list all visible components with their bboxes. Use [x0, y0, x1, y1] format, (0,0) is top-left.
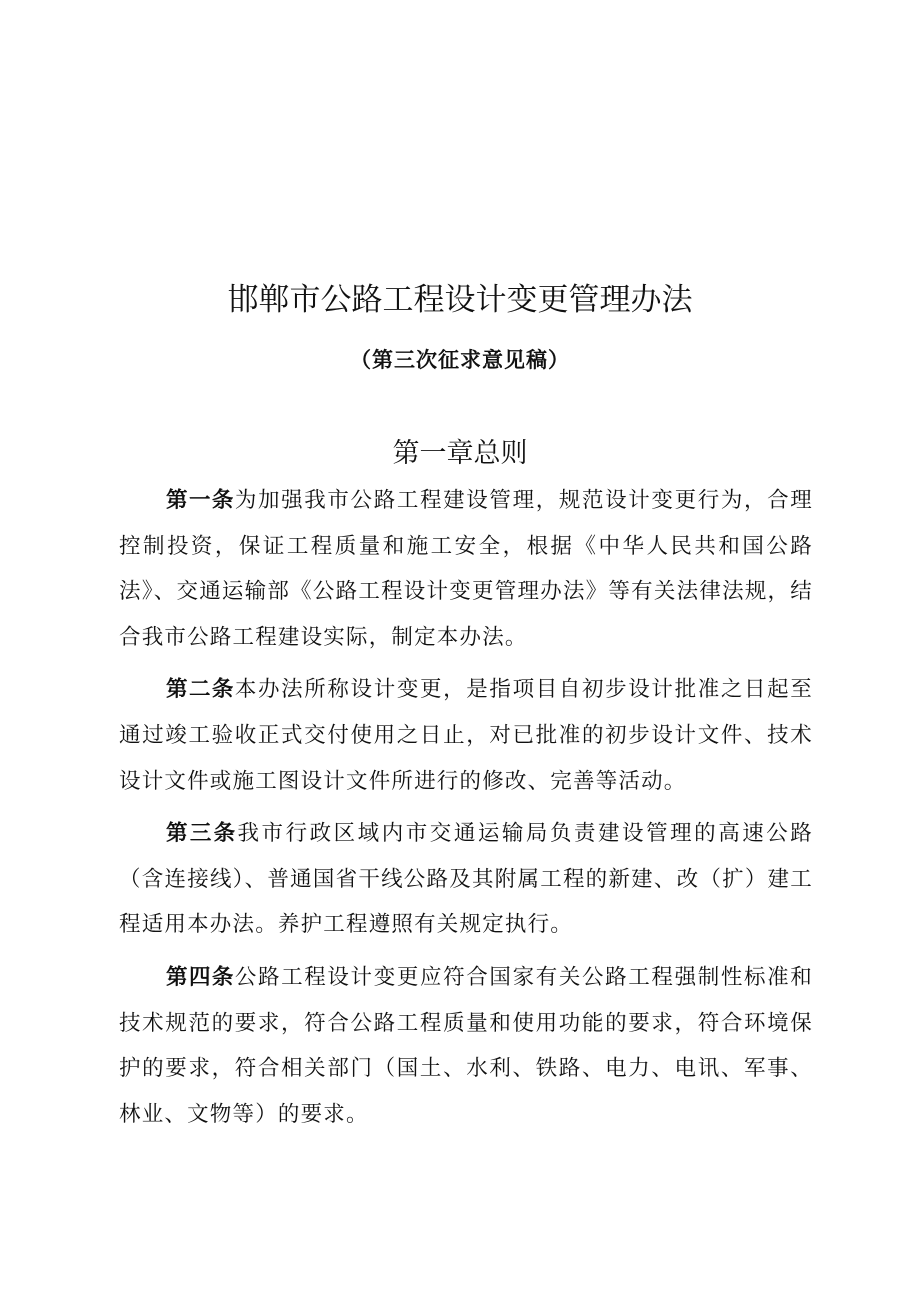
- article-text: 我市行政区域内市交通运输局负责建设管理的高速公路（含连接线）、普通国省干线公路及其附属工程的新建、改（扩）建工程适用本办法。养护工程遵照有关规定执行。: [119, 821, 813, 938]
- article-label: 第三条: [166, 821, 238, 847]
- article-2: [119, 667, 813, 804]
- article-4: [119, 955, 813, 1137]
- document-body: [119, 478, 813, 1144]
- article-text: 为加强我市公路工程建设管理，规范设计变更行为，合理控制投资，保证工程质量和施工安全，根据《中华人民共和国公路法》、交通运输部《公路工程设计变更管理办法》等有关法律法规，结合我市公路工程建设实际，制定本办法。: [119, 488, 813, 650]
- article-label: 第四条: [166, 964, 235, 990]
- chapter-heading: 第一章总则: [392, 438, 528, 469]
- article-text: 公路工程设计变更应符合国家有关公路工程强制性标准和技术规范的要求，符合公路工程质量和使用功能的要求，符合环境保护的要求，符合相关部门（国土、水利、铁路、电力、电讯、军事、林业、文物等）的要求。: [119, 964, 813, 1127]
- document-title: 邯郸市公路工程设计变更管理办法: [227, 282, 693, 318]
- article-1: [119, 478, 813, 660]
- article-3: [119, 811, 813, 948]
- article-label: 第二条: [166, 677, 235, 703]
- article-text: 本办法所称设计变更，是指项目自初步设计批准之日起至通过竣工验收正式交付使用之日止，对已批准的初步设计文件、技术设计文件或施工图设计文件所进行的修改、完善等活动。: [119, 677, 813, 794]
- article-label: 第一条: [166, 488, 235, 513]
- document-subtitle: （第三次征求意见稿）: [350, 348, 570, 372]
